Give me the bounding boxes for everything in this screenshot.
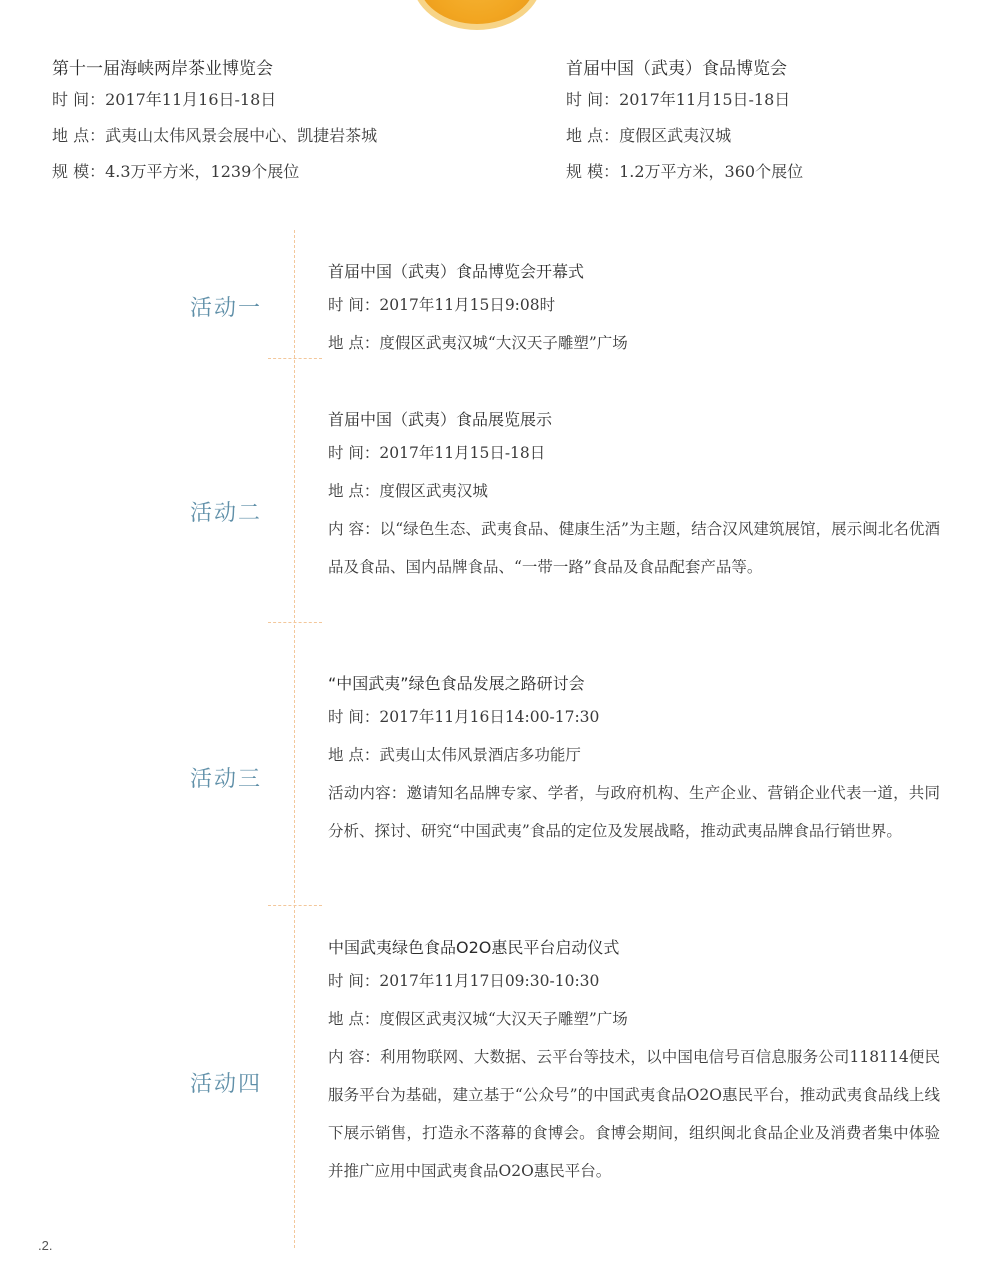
activity-block-2 <box>328 406 940 586</box>
expo-place: 地 点：武夷山太伟风景会展中心、凯捷岩茶城 <box>52 126 378 145</box>
expo-block-tea <box>52 56 472 190</box>
activity-time: 时 间：2017年11月16日14:00-17:30 <box>328 708 600 726</box>
expo-place: 地 点：度假区武夷汉城 <box>566 126 732 145</box>
activity-place: 地 点：度假区武夷汉城“大汉天子雕塑”广场 <box>328 1010 628 1028</box>
activity-content: 内 容：利用物联网、大数据、云平台等技术，以中国电信号百信息服务公司118114便民服务平台为基础，建立基于“公众号”的中国武夷食品O2O惠民平台，推动武夷食品线上线下展示销售，打造永不落幕的食博会。食博会期间，组织闽北食品企业及消费者集中体验并推广应用中国武夷食品O2O惠民平台。 <box>328 1048 940 1180</box>
expo-title: 第十一届海峡两岸茶业博览会 <box>52 59 273 79</box>
activity-title: “中国武夷”绿色食品发展之路研讨会 <box>328 674 585 693</box>
activity-label: 活动三 <box>190 767 263 792</box>
activity-place: 地 点：度假区武夷汉城 <box>328 482 488 500</box>
activity-label: 活动四 <box>190 1072 263 1097</box>
activity-label: 活动一 <box>190 296 263 321</box>
page-number: .2. <box>38 1238 53 1253</box>
decorative-orange-circle <box>412 0 542 30</box>
timeline-divider <box>268 622 322 623</box>
expo-scale: 规 模：4.3万平方米，1239个展位 <box>52 162 300 181</box>
activity-title: 首届中国（武夷）食品展览展示 <box>328 410 553 429</box>
activity-content: 活动内容：邀请知名品牌专家、学者，与政府机构、生产企业、营销企业代表一道，共同分析、探讨、研究“中国武夷”食品的定位及发展战略，推动武夷品牌食品行销世界。 <box>328 784 940 840</box>
activity-block-3 <box>328 670 940 850</box>
activity-content: 内 容：以“绿色生态、武夷食品、健康生活”为主题，结合汉风建筑展馆，展示闽北名优酒品及食品、国内品牌食品、“一带一路”食品及食品配套产品等。 <box>328 520 940 576</box>
timeline-divider <box>268 905 322 906</box>
timeline-dashed-line <box>294 230 295 1248</box>
expo-block-food <box>566 56 986 190</box>
activity-place: 地 点：武夷山太伟风景酒店多功能厅 <box>328 746 581 764</box>
expo-title: 首届中国（武夷）食品博览会 <box>566 59 787 79</box>
activity-label: 活动二 <box>190 501 263 526</box>
activity-block-1 <box>328 258 940 362</box>
activity-time: 时 间：2017年11月15日-18日 <box>328 444 546 462</box>
expo-scale: 规 模：1.2万平方米，360个展位 <box>566 162 804 181</box>
activity-block-4 <box>328 934 940 1190</box>
activity-time: 时 间：2017年11月17日09:30-10:30 <box>328 972 600 990</box>
expo-time: 时 间：2017年11月15日-18日 <box>566 90 791 109</box>
activity-title: 中国武夷绿色食品O2O惠民平台启动仪式 <box>328 938 620 957</box>
activity-time: 时 间：2017年11月15日9:08时 <box>328 296 556 314</box>
expo-time: 时 间：2017年11月16日-18日 <box>52 90 277 109</box>
activity-title: 首届中国（武夷）食品博览会开幕式 <box>328 262 585 281</box>
timeline-divider <box>268 358 322 359</box>
activity-place: 地 点：度假区武夷汉城“大汉天子雕塑”广场 <box>328 334 628 352</box>
